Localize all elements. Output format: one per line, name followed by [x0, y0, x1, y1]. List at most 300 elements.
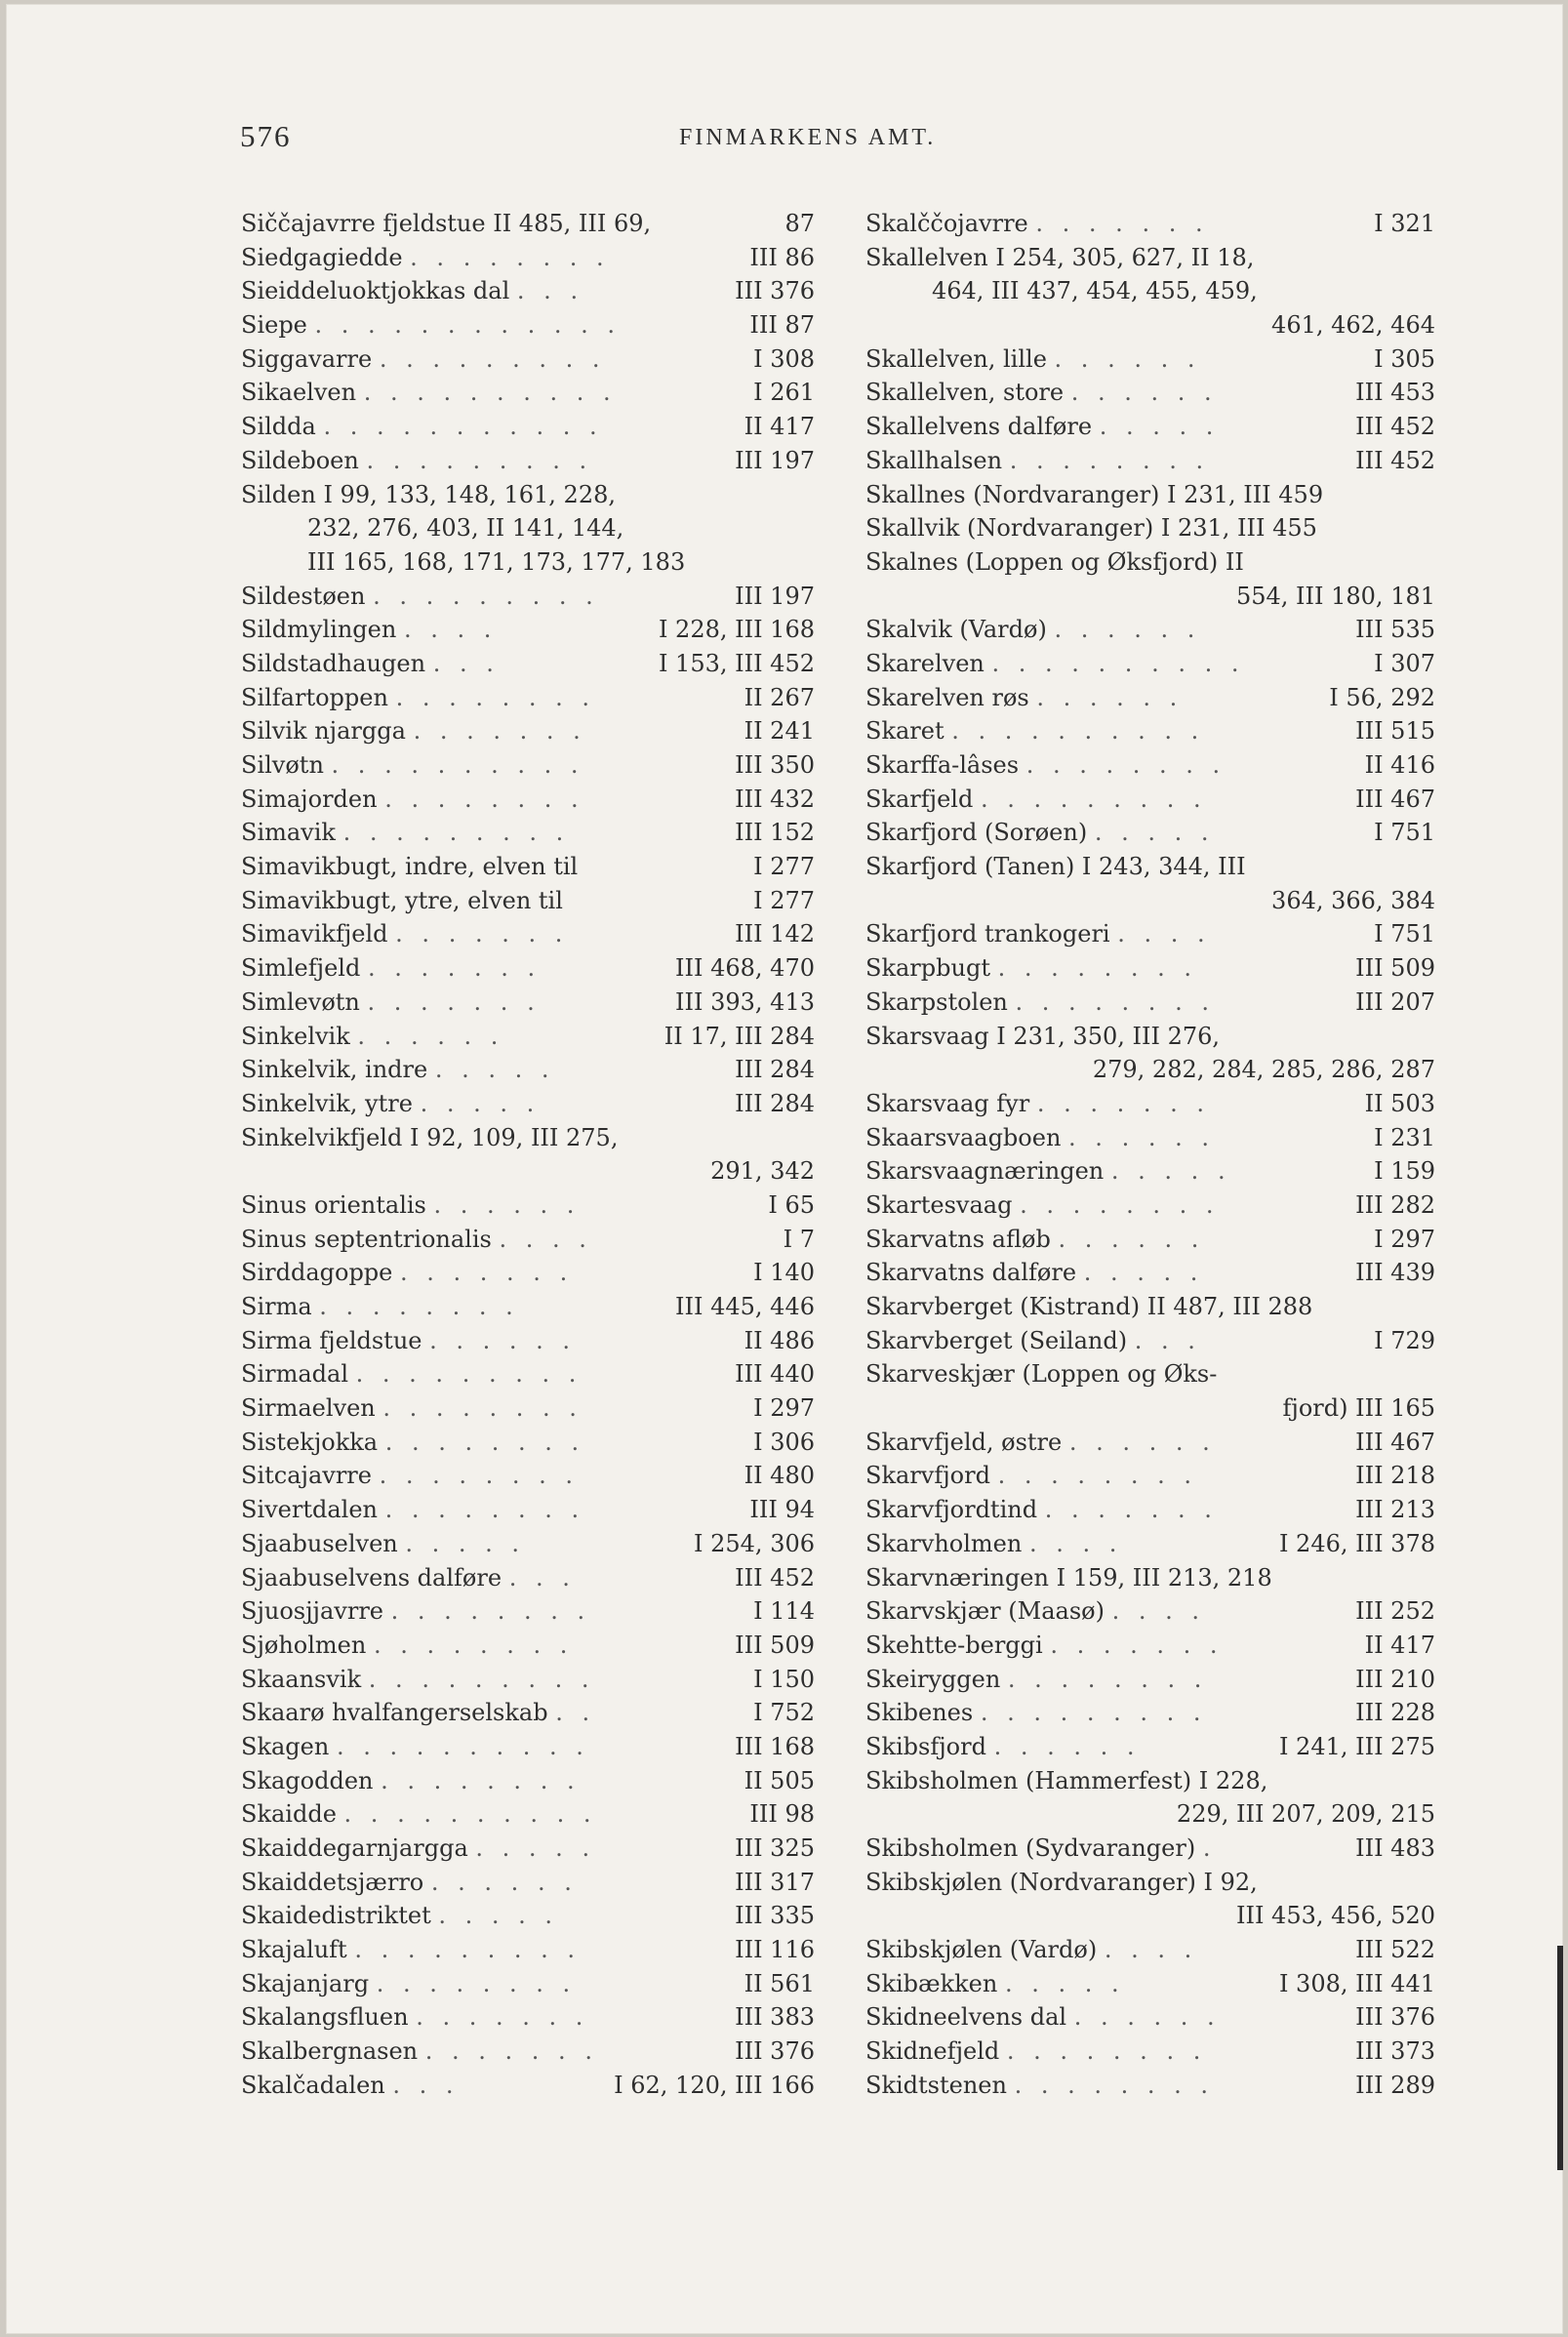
page-reference: III 168	[729, 1730, 815, 1764]
page-reference: II 486	[739, 1324, 815, 1358]
page-reference: I 321	[1368, 207, 1435, 241]
page-reference: I 153, III 452	[653, 647, 815, 681]
leader-dots: . . . . . .	[1058, 1225, 1205, 1253]
index-term: Skajanjarg	[241, 1969, 370, 1997]
page-reference: III 509	[729, 1629, 815, 1663]
index-term: Skarvfjord	[865, 1462, 990, 1490]
index-entry	[241, 816, 815, 850]
index-term: Skarvholmen	[865, 1529, 1023, 1557]
index-term: Skartesvaag	[865, 1190, 1013, 1219]
page-reference: III 213	[1349, 1493, 1435, 1527]
index-term: Sieiddeluoktjokkas dal	[241, 277, 510, 305]
index-term: Skibsholmen (Sydvaranger)	[865, 1834, 1196, 1862]
index-term: Simlefjeld	[241, 954, 361, 983]
index-term: Skarvfjordtind	[865, 1496, 1038, 1524]
index-entry	[865, 1459, 1435, 1493]
page-reference: III 376	[729, 274, 815, 308]
index-entry	[865, 1189, 1435, 1223]
index-entry	[865, 1967, 1435, 2001]
index-term: Skarfjord trankogeri	[865, 920, 1110, 948]
index-term: Simavik	[241, 819, 336, 847]
leader-dots: . . . . . .	[430, 1868, 578, 1896]
index-term: Skallelven I 254, 305, 627, II 18,	[865, 243, 1255, 271]
index-entry	[241, 241, 815, 275]
index-entry	[865, 816, 1435, 850]
page-reference: I 246, III 378	[1273, 1527, 1435, 1561]
page-reference: III 376	[1349, 2000, 1435, 2035]
leader-dots: . . . . . . .	[416, 2003, 589, 2032]
leader-dots: . . . . . . . .	[384, 785, 584, 813]
index-term: Sjøholmen	[241, 1631, 367, 1659]
page-reference: II 417	[1359, 1629, 1435, 1663]
page-reference: III 289	[1349, 2069, 1435, 2103]
index-term: Skalnes (Loppen og Øksfjord) II	[865, 547, 1244, 576]
leader-dots: . . . . . . .	[1050, 1631, 1224, 1659]
index-entry	[865, 1087, 1435, 1121]
index-term: Skibækken	[865, 1969, 998, 1997]
index-entry	[865, 1527, 1435, 1561]
page-reference: III 432	[729, 783, 815, 817]
leader-dots: . . . .	[1111, 1597, 1206, 1626]
index-entry	[865, 2069, 1435, 2103]
page-number: 576	[240, 119, 292, 153]
leader-dots: . . . . . . . .	[384, 1428, 585, 1456]
index-term: Skidneelvens dal	[865, 2003, 1067, 2032]
index-entry	[241, 748, 815, 783]
page-reference: I 751	[1368, 816, 1435, 850]
index-term: Siepe	[241, 311, 307, 340]
leader-dots: . . . . . . . . .	[980, 1699, 1207, 1727]
leader-dots: . . . . .	[1083, 1259, 1204, 1287]
leader-dots: . . . . . . . .	[395, 683, 596, 711]
index-term: Silvik njargga	[241, 717, 406, 745]
index-term: Simavikbugt, indre, elven til	[241, 853, 579, 881]
index-term: Skarsvaagnæringen	[865, 1157, 1105, 1186]
index-entry	[241, 1391, 815, 1426]
leader-dots: . . . . . . . .	[1020, 1190, 1220, 1219]
index-term: Skaidedistriktet	[241, 1902, 431, 1930]
leader-dots: . . .	[432, 649, 500, 677]
leader-dots: . . . . . .	[357, 1022, 504, 1050]
index-entry	[865, 783, 1435, 817]
index-entry	[865, 647, 1435, 681]
index-entry	[241, 884, 815, 918]
index-term: Skidtstenen	[865, 2071, 1007, 2099]
page-reference: III 252	[1349, 1594, 1435, 1629]
page-reference: I 308, III 441	[1273, 1967, 1435, 2001]
index-term: Skarvnæringen I 159, III 213, 218	[865, 1563, 1272, 1592]
leader-dots: . . . . . .	[1068, 1428, 1216, 1456]
leader-dots: . . . . .	[1094, 819, 1215, 847]
index-entry	[865, 1730, 1435, 1764]
page-reference: I 62, 120, III 166	[608, 2069, 815, 2103]
page-reference: III 98	[744, 1797, 815, 1832]
page-reference: I 65	[762, 1189, 815, 1223]
index-column-left	[241, 207, 815, 2103]
index-entry	[241, 613, 815, 647]
page-reference: I 297	[1368, 1223, 1435, 1257]
page-reference: III 453	[1349, 376, 1435, 410]
index-term: Sivertdalen	[241, 1496, 379, 1524]
leader-dots: . . . .	[499, 1225, 592, 1253]
index-term: Sjuosjjavrre	[241, 1597, 384, 1626]
page-reference: III 94	[744, 1493, 815, 1527]
page-reference: III 284	[729, 1053, 815, 1087]
index-entry	[241, 681, 815, 715]
index-entry	[241, 951, 815, 986]
index-entry-continuation: III 165, 168, 171, 173, 177, 183	[307, 547, 686, 576]
index-entry	[241, 1087, 815, 1121]
index-term: Skajaluft	[241, 1936, 347, 1964]
leader-dots: . . . . . . .	[1044, 1496, 1218, 1524]
leader-dots: . . . . .	[1099, 413, 1220, 441]
leader-dots: . . . . . .	[1068, 1123, 1215, 1151]
leader-dots: . . . . . . . .	[1015, 987, 1215, 1016]
leader-dots: . . . . . . .	[367, 954, 542, 983]
index-term: Skarveskjær (Loppen og Øks-	[865, 1360, 1218, 1389]
index-term: Siččajavrre fjeldstue II 485, III 69,	[241, 210, 652, 237]
index-term: Sinkelvik, indre	[241, 1056, 428, 1084]
index-term: Silden I 99, 133, 148, 161, 228,	[241, 480, 616, 508]
index-entry	[865, 1290, 1435, 1324]
page-reference: III 350	[729, 748, 815, 783]
index-term: Skarfjeld	[865, 785, 974, 813]
leader-dots: . . . . . . .	[424, 2037, 598, 2066]
index-term: Skidnefjeld	[865, 2037, 1000, 2066]
index-entry	[241, 274, 815, 308]
page-reference: III 535	[1349, 613, 1435, 647]
page-reference: I 277	[747, 884, 815, 918]
leader-dots: . . . . .	[434, 1056, 555, 1084]
index-entry	[865, 545, 1435, 580]
page-reference: III 197	[729, 580, 815, 614]
index-entry	[241, 714, 815, 748]
index-term: Skarpstolen	[865, 987, 1008, 1016]
page-reference: II 503	[1359, 1087, 1435, 1121]
index-entry	[865, 241, 1435, 275]
page-reference: III 483	[1349, 1832, 1435, 1866]
leader-dots: . . . . . . . .	[382, 1394, 583, 1423]
index-entry	[241, 1459, 815, 1493]
index-term: Simavikfjeld	[241, 920, 388, 948]
index-term: Simajorden	[241, 785, 378, 813]
leader-dots: . . . . . . . . .	[355, 1360, 583, 1389]
leader-dots: . . . . .	[475, 1834, 596, 1862]
index-entry	[241, 1933, 815, 1967]
index-term: Skibskjølen (Nordvaranger) I 92,	[865, 1868, 1258, 1896]
index-term: Sikaelven	[241, 379, 357, 407]
page-reference: III 142	[729, 917, 815, 951]
leader-dots: . . . . . . . . .	[980, 785, 1207, 813]
leader-dots: . . . . . . . . . .	[331, 751, 584, 779]
index-entry	[865, 1832, 1435, 1866]
index-term: Sinkelvikfjeld I 92, 109, III 275,	[241, 1123, 619, 1151]
leader-dots: . . . . . . . . . .	[336, 1732, 589, 1760]
leader-dots: . . . . . .	[429, 1326, 577, 1354]
page-reference: I 752	[747, 1696, 815, 1730]
index-term: Skibenes	[865, 1699, 974, 1727]
index-term: Siedgagiedde	[241, 243, 403, 271]
index-entry	[865, 748, 1435, 783]
page-reference: III 522	[1349, 1933, 1435, 1967]
index-term: Skarvberget (Seiland)	[865, 1326, 1128, 1354]
index-entry	[865, 1696, 1435, 1730]
leader-dots: . . . . . . . .	[319, 1293, 519, 1320]
index-term: Skarelven	[865, 649, 985, 677]
page-reference: I 307	[1368, 647, 1435, 681]
index-term: Sinus septentrionalis	[241, 1225, 492, 1253]
leader-dots: . . . . . . . . .	[373, 582, 599, 610]
index-entry	[865, 444, 1435, 478]
index-entry	[241, 1832, 815, 1866]
index-term: Sildmylingen	[241, 616, 397, 644]
page-reference: III 445, 446	[669, 1290, 815, 1324]
index-term: Skarfjord (Sorøen)	[865, 819, 1088, 847]
leader-dots: . . . . . . . . .	[379, 344, 606, 373]
page-reference: III 452	[1349, 444, 1435, 478]
index-term: Sirmadal	[241, 1360, 349, 1389]
leader-dots: . . .	[516, 277, 584, 305]
index-entry-continuation: 279, 282, 284, 285, 286, 287	[1092, 1056, 1435, 1084]
index-entry	[865, 681, 1435, 715]
page-reference: III 452	[729, 1561, 815, 1595]
leader-dots: . . . . . . .	[395, 920, 569, 948]
index-entry	[865, 1324, 1435, 1358]
index-entry	[241, 1357, 815, 1391]
leader-dots: . . . . . . . .	[384, 1496, 585, 1524]
index-term: Skarvatns dalføre	[865, 1259, 1077, 1287]
leader-dots: . . . .	[403, 616, 498, 644]
page-reference: I 140	[747, 1256, 815, 1290]
index-entry	[241, 308, 815, 342]
index-entry	[241, 1594, 815, 1629]
index-entry	[241, 1629, 815, 1663]
leader-dots: . . . . . . .	[400, 1259, 574, 1287]
page-reference: III 440	[729, 1357, 815, 1391]
leader-dots: . . . . . . .	[1035, 210, 1209, 237]
index-term: Sinkelvik, ytre	[241, 1089, 413, 1117]
index-term: Sildestøen	[241, 582, 366, 610]
index-entry-continuation: 364, 366, 384	[1271, 886, 1435, 914]
leader-dots: . . . . .	[438, 1902, 559, 1930]
index-entry	[865, 1357, 1435, 1391]
index-entry	[865, 1866, 1435, 1900]
index-entry	[241, 783, 815, 817]
index-term: Skarvatns afløb	[865, 1225, 1051, 1253]
leader-dots: . . . . . .	[993, 1732, 1141, 1760]
index-term: Skalčadalen	[241, 2071, 385, 2099]
page-reference: III 325	[729, 1832, 815, 1866]
index-entry	[865, 207, 1435, 241]
page-reference: I 305	[1368, 342, 1435, 377]
page-reference: III 87	[744, 308, 815, 342]
index-entry	[241, 1256, 815, 1290]
index-term: Skallvik (Nordvaranger) I 231, III 455	[865, 514, 1317, 543]
index-entry	[241, 2035, 815, 2069]
index-entry	[865, 917, 1435, 951]
index-term: Skarfjord (Tanen) I 243, 344, III	[865, 853, 1246, 881]
page-reference: I 150	[747, 1663, 815, 1697]
index-term: Sinus orientalis	[241, 1190, 426, 1219]
page-reference: II 417	[739, 410, 815, 444]
index-entry	[241, 1053, 815, 1087]
index-entry	[865, 714, 1435, 748]
index-entry	[241, 1290, 815, 1324]
leader-dots: . . . . . . . . .	[366, 446, 593, 474]
page-reference: III 152	[729, 816, 815, 850]
page-reference: III 210	[1349, 1663, 1435, 1697]
page-reference: II 416	[1359, 748, 1435, 783]
index-entry	[241, 917, 815, 951]
page-reference: I 56, 292	[1323, 681, 1435, 715]
leader-dots: . . . . . . . .	[373, 1631, 574, 1659]
index-entry	[865, 1020, 1435, 1054]
index-term: Skarsvaag I 231, 350, III 276,	[865, 1022, 1220, 1050]
index-term: Skalangsfluen	[241, 2003, 409, 2032]
index-entry	[865, 1594, 1435, 1629]
page-reference: II 241	[739, 714, 815, 748]
index-entry	[241, 1663, 815, 1697]
leader-dots: . . . . . . . .	[410, 243, 610, 271]
index-entry	[241, 1121, 815, 1155]
page-reference: I 297	[747, 1391, 815, 1426]
index-term: Silfartoppen	[241, 683, 388, 711]
page-reference: III 335	[729, 1899, 815, 1933]
page-reference: III 468, 470	[669, 951, 815, 986]
index-entry	[241, 1967, 815, 2001]
index-term: Skallnes (Nordvaranger) I 231, III 459	[865, 480, 1324, 508]
leader-dots: . . . . .	[405, 1529, 526, 1557]
page-reference: II 17, III 284	[659, 1020, 815, 1054]
page-reference: III 383	[729, 2000, 815, 2035]
leader-dots: . . .	[1134, 1326, 1201, 1354]
leader-dots: . . .	[508, 1563, 576, 1592]
index-entry	[865, 1256, 1435, 1290]
index-entry	[865, 986, 1435, 1020]
index-term: Skibsholmen (Hammerfest) I 228,	[865, 1766, 1268, 1794]
index-entry	[865, 1493, 1435, 1527]
leader-dots: . . . . .	[1110, 1157, 1231, 1186]
leader-dots: . . . . . . . .	[1006, 2037, 1207, 2066]
index-term: Skarpbugt	[865, 954, 990, 983]
leader-dots: . . . . . . . . . .	[951, 717, 1205, 745]
index-entry-continuation: III 453, 456, 520	[1235, 1902, 1435, 1930]
index-entry	[241, 342, 815, 377]
index-term: Skaiddegarnjargga	[241, 1834, 468, 1862]
page-reference: II 505	[739, 1764, 815, 1798]
page-reference: III 452	[1349, 410, 1435, 444]
index-entry	[241, 647, 815, 681]
leader-dots: .	[1202, 1834, 1217, 1862]
index-entry	[241, 1866, 815, 1900]
leader-dots: . . . . . .	[433, 1190, 581, 1219]
index-entry	[865, 1121, 1435, 1155]
index-term: Skaret	[865, 717, 945, 745]
book-page	[6, 4, 1563, 2334]
leader-dots: . . .	[392, 2071, 460, 2099]
index-entry	[865, 1561, 1435, 1595]
leader-dots: . . . . . .	[1036, 683, 1184, 711]
page-header	[240, 119, 1466, 158]
leader-dots: . . . . . . . . . . . .	[314, 311, 621, 340]
index-entry	[241, 1730, 815, 1764]
index-entry-continuation: 464, III 437, 454, 455, 459,	[932, 277, 1258, 305]
index-entry	[241, 1020, 815, 1054]
index-term: Sitcajavrre	[241, 1462, 372, 1490]
page-reference: III 282	[1349, 1189, 1435, 1223]
page-reference: I 308	[747, 342, 815, 377]
index-term: Sistekjokka	[241, 1428, 379, 1456]
index-entry	[241, 376, 815, 410]
leader-dots: . . . . . .	[1070, 379, 1218, 407]
index-entry	[865, 1663, 1435, 1697]
page-reference: I 114	[747, 1594, 815, 1629]
page-reference: III 317	[729, 1866, 815, 1900]
page-reference: I 7	[778, 1223, 815, 1257]
page-reference: III 439	[1349, 1256, 1435, 1290]
index-term: Skallelvens dalføre	[865, 413, 1093, 441]
index-entry	[865, 1764, 1435, 1798]
index-entry	[865, 1154, 1435, 1189]
index-entry	[865, 478, 1435, 512]
leader-dots: . . . . . . . .	[997, 1462, 1198, 1490]
index-entry	[241, 1527, 815, 1561]
leader-dots: . . . . .	[420, 1089, 541, 1117]
index-entry	[241, 1899, 815, 1933]
page-reference: I 751	[1368, 917, 1435, 951]
index-term: Sjaabuselvens dalføre	[241, 1563, 503, 1592]
index-term: Skalbergnasen	[241, 2037, 419, 2066]
index-term: Skallelven, lille	[865, 344, 1047, 373]
index-term: Silvøtn	[241, 751, 324, 779]
index-term: Sjaabuselven	[241, 1529, 398, 1557]
leader-dots: . . . . . . . .	[379, 1462, 580, 1490]
index-term: Sirma fjeldstue	[241, 1326, 422, 1354]
page-reference: I 231	[1368, 1121, 1435, 1155]
leader-dots: . . . . . .	[1054, 616, 1201, 644]
index-term: Sirmaelven	[241, 1394, 376, 1423]
page-reference: II 267	[739, 681, 815, 715]
index-term: Sirma	[241, 1293, 312, 1320]
index-entry	[241, 850, 815, 884]
page-reference: I 241, III 275	[1273, 1730, 1435, 1764]
index-term: Sirddagoppe	[241, 1259, 393, 1287]
leader-dots: . . . . . . . .	[1009, 446, 1210, 474]
page-reference: III 284	[729, 1087, 815, 1121]
index-entry	[241, 986, 815, 1020]
index-term: Skarvskjær (Maasø)	[865, 1597, 1105, 1626]
index-term: Skalččojavrre	[865, 210, 1028, 237]
index-entry	[865, 376, 1435, 410]
index-term: Skaarø hvalfangerselskab	[241, 1699, 548, 1727]
page-reference: III 218	[1349, 1459, 1435, 1493]
leader-dots: . . . . . . . .	[376, 1969, 577, 1997]
page-reference: I 277	[747, 850, 815, 884]
leader-dots: . . . . . . . . . .	[991, 649, 1245, 677]
index-term: Skibsfjord	[865, 1732, 986, 1760]
index-term: Skarsvaag fyr	[865, 1089, 1030, 1117]
running-title: FINMARKENS AMT.	[679, 125, 937, 150]
index-term: Skallhalsen	[865, 446, 1003, 474]
index-entry-continuation: 229, III 207, 209, 215	[1176, 1800, 1435, 1829]
page-reference: III 373	[1349, 2035, 1435, 2069]
index-entry	[865, 2035, 1435, 2069]
index-term: Skaansvik	[241, 1665, 362, 1693]
page-reference: III 228	[1349, 1696, 1435, 1730]
index-entry	[865, 613, 1435, 647]
index-term: Skeiryggen	[865, 1665, 1001, 1693]
index-term: Sildstadhaugen	[241, 649, 426, 677]
